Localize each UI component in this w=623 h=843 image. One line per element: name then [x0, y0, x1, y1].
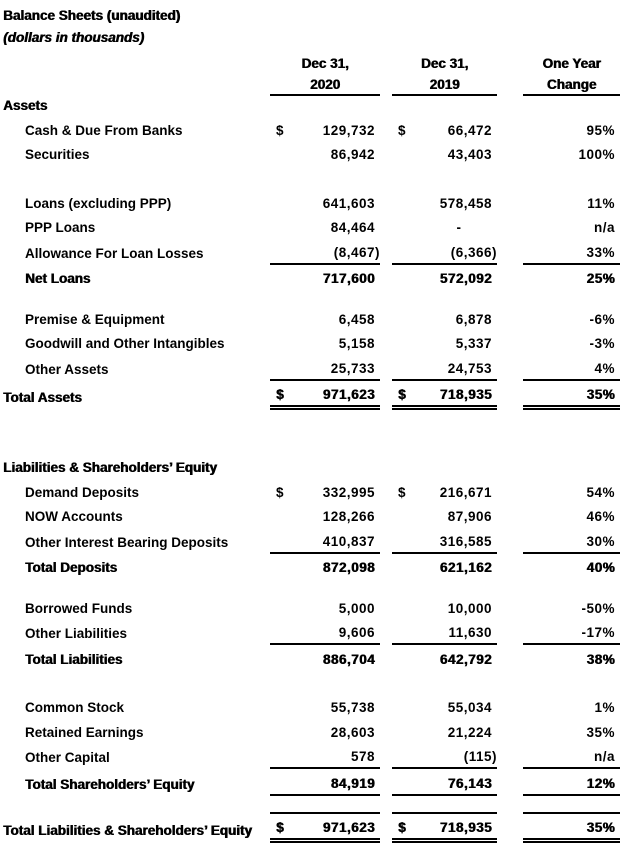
- column-gap: [380, 189, 392, 214]
- value-2019: 55,034: [447, 700, 493, 715]
- dollar-sign-2019: [392, 553, 412, 579]
- dollar-sign-2019: $: [392, 813, 412, 841]
- change-percent: 35%: [586, 724, 616, 740]
- column-gap: [380, 694, 392, 719]
- value-2020: 641,603: [322, 195, 376, 211]
- value-2019: 6,878: [455, 311, 493, 327]
- change-percent: 38%: [586, 651, 616, 667]
- value-2019: 66,472: [447, 122, 493, 138]
- row-label: Demand Deposits: [25, 484, 140, 500]
- column-header-row-1: [3, 49, 620, 73]
- value-2019: -: [456, 220, 462, 235]
- table-row: [3, 380, 620, 408]
- value-2019: 316,585: [412, 527, 497, 553]
- col-header-2019-line1: Dec 31,: [420, 56, 469, 71]
- column-gap: [497, 354, 523, 380]
- column-gap: [380, 813, 392, 841]
- row-label: Allowance For Loan Losses: [25, 245, 204, 261]
- column-gap: [380, 116, 392, 141]
- change-percent: 100%: [578, 147, 616, 162]
- table-row: [3, 503, 620, 528]
- table-row: [3, 619, 620, 645]
- column-gap: [497, 718, 523, 743]
- column-gap: [380, 478, 392, 503]
- change-percent: 4%: [523, 354, 620, 380]
- row-label: Total Liabilities: [25, 651, 123, 667]
- column-gap: [497, 49, 523, 73]
- change-percent: 95%: [586, 122, 616, 138]
- column-gap: [497, 238, 523, 264]
- dollar-sign-2019: [392, 238, 412, 264]
- row-label: Other Interest Bearing Deposits: [25, 534, 229, 550]
- dollar-sign-2020: [270, 644, 292, 670]
- dollar-sign-2020: [270, 189, 292, 214]
- dollar-sign-2020: [270, 214, 292, 239]
- row-label: Other Capital: [25, 750, 110, 765]
- spacer-row: [3, 434, 620, 458]
- table-row: [3, 214, 620, 239]
- column-gap: [497, 503, 523, 528]
- column-gap: [380, 768, 392, 795]
- row-label: Total Shareholders’ Equity: [25, 776, 195, 792]
- value-2020: 25,733: [292, 354, 380, 380]
- change-percent: 35%: [523, 380, 620, 408]
- value-2020: 86,942: [330, 147, 376, 162]
- row-label: Net Loans: [25, 271, 91, 286]
- value-2019: 43,403: [447, 147, 493, 162]
- value-2020: (8,467): [292, 238, 380, 264]
- row-label: NOW Accounts: [25, 509, 123, 524]
- value-2020: 6,458: [338, 311, 376, 327]
- dollar-sign-2019: [392, 305, 412, 330]
- dollar-sign-2020: [270, 527, 292, 553]
- value-2020: 5,000: [338, 600, 376, 616]
- value-2020: 84,464: [330, 220, 376, 235]
- change-percent: 30%: [523, 527, 620, 553]
- table-row: [3, 305, 620, 330]
- table-row: [3, 813, 620, 841]
- col-header-change-line2: Change: [523, 73, 620, 95]
- value-2020: 410,837: [292, 527, 380, 553]
- change-percent: 12%: [523, 768, 620, 795]
- dollar-sign-2020: $: [276, 484, 284, 500]
- column-gap: [380, 718, 392, 743]
- dollar-sign-2019: $: [392, 380, 412, 408]
- change-percent: 40%: [586, 560, 616, 575]
- table-row: [3, 768, 620, 795]
- value-2019: 21,224: [447, 724, 493, 740]
- value-2019: (6,366): [412, 238, 497, 264]
- dollar-sign-2020: [270, 354, 292, 380]
- value-2020: 717,600: [322, 271, 376, 286]
- value-2019: 621,162: [439, 560, 493, 575]
- table-row: [3, 594, 620, 619]
- value-2019: 10,000: [447, 600, 493, 616]
- row-label: Cash & Due From Banks: [25, 122, 183, 138]
- column-gap: [497, 813, 523, 841]
- spacer-row: [3, 578, 620, 594]
- column-gap: [497, 694, 523, 719]
- col-header-2019-line2: 2019: [392, 73, 497, 95]
- value-2020: 971,623: [292, 813, 380, 841]
- row-label: Total Assets: [3, 389, 82, 405]
- value-2019: 5,337: [455, 336, 493, 351]
- section-header-row: [3, 458, 620, 478]
- column-gap: [380, 619, 392, 645]
- spacer-row: [3, 670, 620, 694]
- column-gap: [497, 380, 523, 408]
- value-2020: 129,732: [322, 122, 376, 138]
- dollar-sign-2020: [270, 330, 292, 355]
- change-percent: 11%: [587, 195, 616, 211]
- column-gap: [380, 49, 392, 73]
- dollar-sign-2020: $: [270, 813, 292, 841]
- dollar-sign-2019: [392, 718, 412, 743]
- dollar-sign-2019: [392, 527, 412, 553]
- row-label: Total Liabilities & Shareholders’ Equity: [3, 822, 252, 838]
- value-2019: 578,458: [439, 195, 493, 211]
- dollar-sign-2020: [270, 503, 292, 528]
- dollar-sign-2019: [392, 768, 412, 795]
- dollar-sign-2020: [270, 619, 292, 645]
- table-row: [3, 718, 620, 743]
- row-label: Goodwill and Other Intangibles: [25, 336, 225, 351]
- row-label: Loans (excluding PPP): [25, 195, 172, 211]
- change-percent: n/a: [594, 220, 616, 235]
- spacer-row: [3, 408, 620, 435]
- col-header-change-line1: One Year: [542, 56, 601, 71]
- dollar-sign-2020: $: [276, 122, 284, 138]
- dollar-sign-2020: [270, 718, 292, 743]
- column-gap: [497, 330, 523, 355]
- dollar-sign-2020: [270, 141, 292, 166]
- column-gap: [497, 644, 523, 670]
- value-2020: 128,266: [322, 509, 376, 524]
- row-label: PPP Loans: [25, 220, 96, 235]
- dollar-sign-2019: [392, 189, 412, 214]
- change-percent: -17%: [523, 619, 620, 645]
- balance-sheet-table: [3, 49, 620, 843]
- dollar-sign-2020: [270, 305, 292, 330]
- value-2019: 11,630: [412, 619, 497, 645]
- dollar-sign-2020: [270, 553, 292, 579]
- column-gap: [497, 73, 523, 95]
- value-2019: 87,906: [447, 509, 493, 524]
- table-row: [3, 264, 620, 290]
- value-2020: 9,606: [292, 619, 380, 645]
- row-label: Borrowed Funds: [25, 600, 133, 616]
- dollar-sign-2020: [270, 238, 292, 264]
- value-2019: 718,935: [412, 380, 497, 408]
- value-2019: (115): [412, 743, 497, 769]
- table-row: [3, 743, 620, 769]
- dollar-sign-2019: [392, 503, 412, 528]
- column-gap: [497, 214, 523, 239]
- row-label: Other Assets: [25, 361, 109, 377]
- row-label: Common Stock: [25, 700, 125, 715]
- dollar-sign-2020: $: [270, 380, 292, 408]
- value-2019: 24,753: [412, 354, 497, 380]
- value-2019: 216,671: [439, 484, 493, 500]
- table-row: [3, 189, 620, 214]
- column-gap: [380, 644, 392, 670]
- value-2020: 332,995: [322, 484, 376, 500]
- table-row: [3, 644, 620, 670]
- change-percent: -6%: [589, 311, 616, 327]
- value-2019: 642,792: [439, 651, 493, 667]
- value-2020: 872,098: [322, 560, 376, 575]
- column-gap: [380, 553, 392, 579]
- value-2020: 886,704: [322, 651, 376, 667]
- column-gap: [497, 594, 523, 619]
- dollar-sign-2019: [392, 644, 412, 670]
- table-row: [3, 478, 620, 503]
- dollar-sign-2020: [270, 264, 292, 290]
- spacer-row: [3, 165, 620, 189]
- column-gap: [497, 305, 523, 330]
- table-row: [3, 141, 620, 166]
- dollar-sign-2019: $: [398, 122, 406, 138]
- dollar-sign-2020: [270, 743, 292, 769]
- table-row: [3, 238, 620, 264]
- column-gap: [497, 478, 523, 503]
- dollar-sign-2019: [392, 264, 412, 290]
- dollar-sign-2019: [392, 330, 412, 355]
- spacer-row: [3, 289, 620, 305]
- dollar-sign-2019: [392, 743, 412, 769]
- change-percent: 35%: [523, 813, 620, 841]
- column-gap: [380, 305, 392, 330]
- column-gap: [380, 214, 392, 239]
- table-row: [3, 354, 620, 380]
- dollar-sign-2019: [392, 694, 412, 719]
- dollar-sign-2020: [270, 768, 292, 795]
- column-gap: [497, 527, 523, 553]
- dollar-sign-2019: [392, 354, 412, 380]
- row-label: Total Deposits: [25, 560, 118, 575]
- change-percent: 1%: [594, 700, 616, 715]
- change-percent: 33%: [523, 238, 620, 264]
- column-gap: [497, 264, 523, 290]
- table-row: [3, 330, 620, 355]
- dollar-sign-2020: [270, 694, 292, 719]
- dollar-sign-2019: [392, 594, 412, 619]
- column-gap: [380, 264, 392, 290]
- column-gap: [380, 354, 392, 380]
- column-gap: [497, 189, 523, 214]
- column-gap: [497, 768, 523, 795]
- table-row: [3, 116, 620, 141]
- value-2020: 28,603: [330, 724, 376, 740]
- column-gap: [497, 553, 523, 579]
- dollar-sign-2019: $: [398, 484, 406, 500]
- dollar-sign-2019: [392, 214, 412, 239]
- column-gap: [380, 73, 392, 95]
- doc-title: Balance Sheets (unaudited): [3, 8, 181, 23]
- table-row: [3, 527, 620, 553]
- value-2020: 5,158: [338, 336, 376, 351]
- section-header: Assets: [3, 98, 48, 113]
- value-2020: 84,919: [292, 768, 380, 795]
- column-gap: [380, 380, 392, 408]
- dollar-sign-2020: [270, 594, 292, 619]
- column-gap: [380, 330, 392, 355]
- value-2019: 718,935: [412, 813, 497, 841]
- value-2020: 578: [292, 743, 380, 769]
- section-header-row: [3, 95, 620, 116]
- change-percent: 25%: [586, 271, 616, 286]
- col-header-2020-line2: 2020: [270, 73, 380, 95]
- row-label: Retained Earnings: [25, 724, 144, 740]
- dollar-sign-2019: [392, 141, 412, 166]
- change-percent: 54%: [586, 484, 616, 500]
- column-gap: [497, 619, 523, 645]
- row-label: Other Liabilities: [25, 626, 128, 641]
- col-header-2020-line1: Dec 31,: [301, 56, 349, 71]
- row-label: Premise & Equipment: [25, 311, 165, 327]
- column-gap: [497, 743, 523, 769]
- column-gap: [380, 527, 392, 553]
- column-header-row-2: [3, 73, 620, 95]
- spacer-row: [3, 795, 620, 813]
- change-percent: n/a: [523, 743, 620, 769]
- row-label: Securities: [25, 147, 90, 162]
- column-gap: [380, 141, 392, 166]
- value-2019: 572,092: [439, 271, 493, 286]
- value-2020: 55,738: [330, 700, 376, 715]
- column-gap: [497, 116, 523, 141]
- table-row: [3, 553, 620, 579]
- doc-subtitle: (dollars in thousands): [3, 30, 145, 45]
- table-row: [3, 694, 620, 719]
- section-header: Liabilities & Shareholders’ Equity: [3, 460, 217, 475]
- change-percent: 46%: [586, 509, 616, 524]
- column-gap: [380, 594, 392, 619]
- change-percent: -50%: [581, 600, 616, 616]
- change-percent: -3%: [589, 336, 616, 351]
- value-2019: 76,143: [412, 768, 497, 795]
- dollar-sign-2019: [392, 619, 412, 645]
- column-gap: [380, 743, 392, 769]
- value-2020: 971,623: [292, 380, 380, 408]
- column-gap: [380, 503, 392, 528]
- column-gap: [380, 238, 392, 264]
- column-gap: [497, 141, 523, 166]
